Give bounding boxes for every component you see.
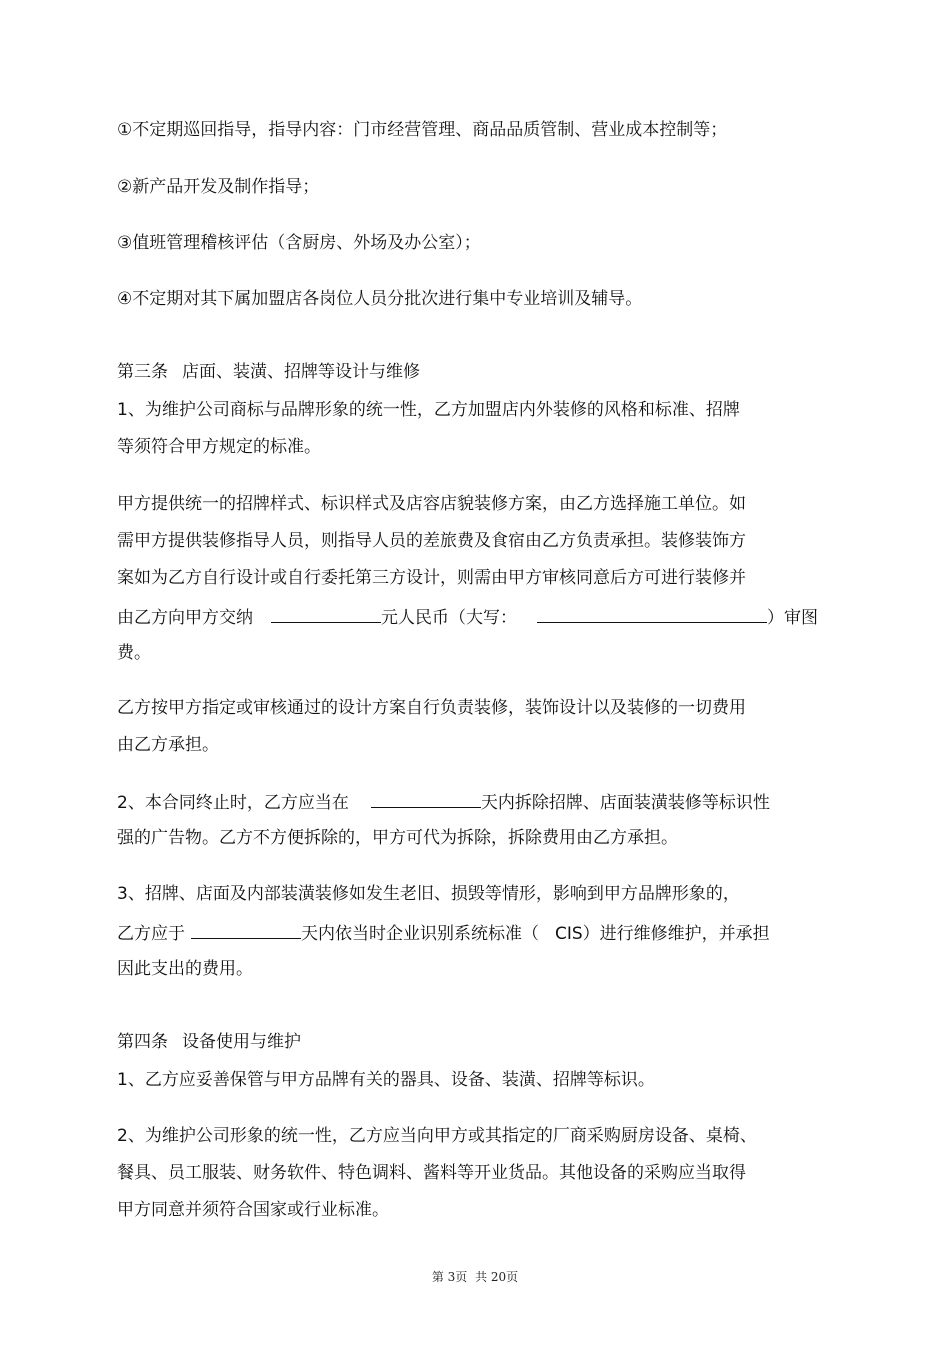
article3-number: 第三条 [117, 362, 168, 382]
article4-p1: 1、乙方应妥善保管与甲方品牌有关的器具、设备、装潢、招牌等标识。 [117, 1070, 655, 1090]
article3-p3-line2: 由乙方承担。 [117, 735, 219, 755]
service-item-2: ②新产品开发及制作指导； [117, 177, 320, 197]
article3-p2-line1: 甲方提供统一的招牌样式、标识样式及店容店貌装修方案，由乙方选择施工单位。如 [117, 494, 746, 514]
page-number: 第 3页 [431, 1270, 468, 1284]
article3-p2-line4 [117, 606, 818, 628]
removal-days-blank[interactable] [371, 791, 481, 808]
article4-number: 第四条 [117, 1032, 168, 1052]
page-footer [0, 1268, 950, 1285]
article3-p3-line1: 乙方按甲方指定或审核通过的设计方案自行负责装修，装饰设计以及装修的一切费用 [117, 698, 746, 718]
repair-text-a: 乙方应于 [117, 924, 185, 944]
article3-p4-line2: 强的广告物。乙方不方便拆除的，甲方可代为拆除，拆除费用由乙方承担。 [117, 828, 678, 848]
article3-heading [117, 362, 420, 382]
repair-text-c: CIS）进行维修维护，并承担 [555, 924, 770, 944]
service-item-3: ③值班管理稽核评估（含厨房、外场及办公室）； [117, 233, 481, 253]
article3-p1-line1: 1、为维护公司商标与品牌形象的统一性，乙方加盟店内外装修的风格和标准、招牌 [117, 400, 740, 420]
repair-days-blank[interactable] [191, 922, 301, 939]
article3-p2-line3: 案如为乙方自行设计或自行委托第三方设计，则需由甲方审核同意后方可进行装修并 [117, 568, 746, 588]
service-item-1: ①不定期巡回指导，指导内容：门市经营管理、商品品质管制、营业成本控制等； [117, 120, 728, 140]
article3-title: 店面、装潢、招牌等设计与维修 [182, 362, 420, 382]
page-total: 共 20页 [475, 1270, 519, 1284]
fee-text-b: 元人民币（大写： [381, 608, 517, 628]
repair-text-b: 天内依当时企业识别系统标准（ [301, 924, 539, 944]
article4-heading [117, 1032, 301, 1052]
removal-text-b: 天内拆除招牌、店面装潢装修等标识性 [480, 793, 770, 813]
article4-p2-line3: 甲方同意并须符合国家或行业标准。 [117, 1200, 389, 1220]
article3-p5-line2 [117, 922, 770, 944]
article4-p2-line2: 餐具、员工服装、财务软件、特色调料、酱料等开业货品。其他设备的采购应当取得 [117, 1163, 746, 1183]
fee-amount-words-blank[interactable] [537, 606, 767, 623]
article3-p2-line5: 费。 [117, 643, 151, 663]
article4-title: 设备使用与维护 [182, 1032, 301, 1052]
article3-p5-line3: 因此支出的费用。 [117, 959, 253, 979]
fee-text-a: 由乙方向甲方交纳 [117, 608, 253, 628]
article3-p1-line2: 等须符合甲方规定的标准。 [117, 437, 321, 457]
fee-amount-blank[interactable] [271, 606, 381, 623]
removal-text-a: 2、本合同终止时，乙方应当在 [117, 793, 349, 813]
article3-p4-line1 [117, 791, 770, 813]
article4-p2-line1: 2、为维护公司形象的统一性，乙方应当向甲方或其指定的厂商采购厨房设备、桌椅、 [117, 1126, 757, 1146]
fee-text-c: ）审图 [767, 608, 818, 628]
article3-p5-line1: 3、招牌、店面及内部装潢装修如发生老旧、损毁等情形，影响到甲方品牌形象的， [117, 884, 740, 904]
article3-p2-line2: 需甲方提供装修指导人员，则指导人员的差旅费及食宿由乙方负责承担。装修装饰方 [117, 531, 746, 551]
service-item-4: ④不定期对其下属加盟店各岗位人员分批次进行集中专业培训及辅导。 [117, 289, 643, 309]
